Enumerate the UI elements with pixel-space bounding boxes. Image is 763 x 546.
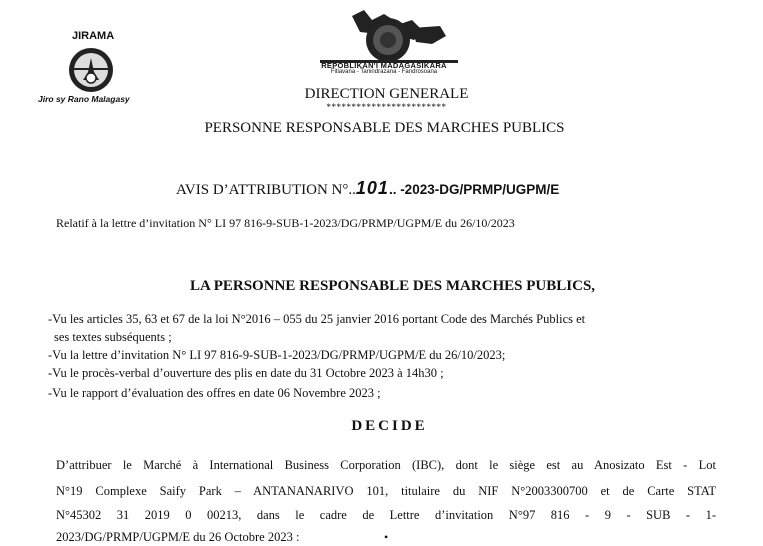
decide-heading: DECIDE xyxy=(351,418,428,434)
body-line: N°19 Complexe Saify Park – ANTANANARIVO 101, titulaire du NIF N°2003300700 et de Carte STAT xyxy=(56,484,716,498)
seal-motto: Fitiavana - Tanindrazana - Fandrosoana xyxy=(330,69,438,75)
relating-to: Relatif à la lettre d’invitation N° LI 97 816-9-SUB-1-2023/DG/PRMP/UGPM/E du 26/10/2023 xyxy=(56,216,515,230)
notice-number: 101 xyxy=(355,178,389,198)
consideration-line: ses textes subséquents ; xyxy=(54,330,172,344)
body-line: 2023/DG/PRMP/UGPM/E du 26 Octobre 2023 : xyxy=(56,530,300,544)
body-line: N°45302 31 2019 0 00213, dans le cadre de Lettre d’invitation N°97 816 - 9 - SUB - 1- xyxy=(56,508,716,522)
jirama-motto: Jiro sy Rano Malagasy xyxy=(38,94,130,104)
dot-mark: • xyxy=(384,530,389,544)
notice-reference: .. -2023-DG/PRMP/UGPM/E xyxy=(388,182,560,197)
consideration-line: -Vu le rapport d’évaluation des offres en date 06 Novembre 2023 ; xyxy=(48,386,381,400)
direction-title: DIRECTION GENERALE xyxy=(304,86,469,102)
authority-title: LA PERSONNE RESPONSABLE DES MARCHES PUBLICS, xyxy=(189,278,596,294)
consideration-line: -Vu les articles 35, 63 et 67 de la loi N°2016 – 055 du 25 janvier 2016 portant Code des Marchés Publics et xyxy=(48,312,586,326)
jirama-name: JIRAMA xyxy=(72,30,115,42)
consideration-line: -Vu la lettre d’invitation N° LI 97 816-9-SUB-1-2023/DG/PRMP/UGPM/E du 26/10/2023; xyxy=(48,348,506,362)
notice-label: AVIS D’ATTRIBUTION N°.. xyxy=(176,182,356,198)
stars-divider: ************************ xyxy=(326,102,447,112)
consideration-line: -Vu le procès-verbal d’ouverture des plis en date du 31 Octobre 2023 à 14h30 ; xyxy=(48,366,444,380)
seal-caption: REPOBLIKAN'I MADAGASIKARA xyxy=(321,61,447,70)
body-line: D’attribuer le Marché à International Business Corporation (IBC), dont le siège est au Anosizato Est - Lot xyxy=(56,458,716,472)
notice-title xyxy=(176,178,559,199)
entity-title: PERSONNE RESPONSABLE DES MARCHES PUBLICS xyxy=(204,120,565,136)
